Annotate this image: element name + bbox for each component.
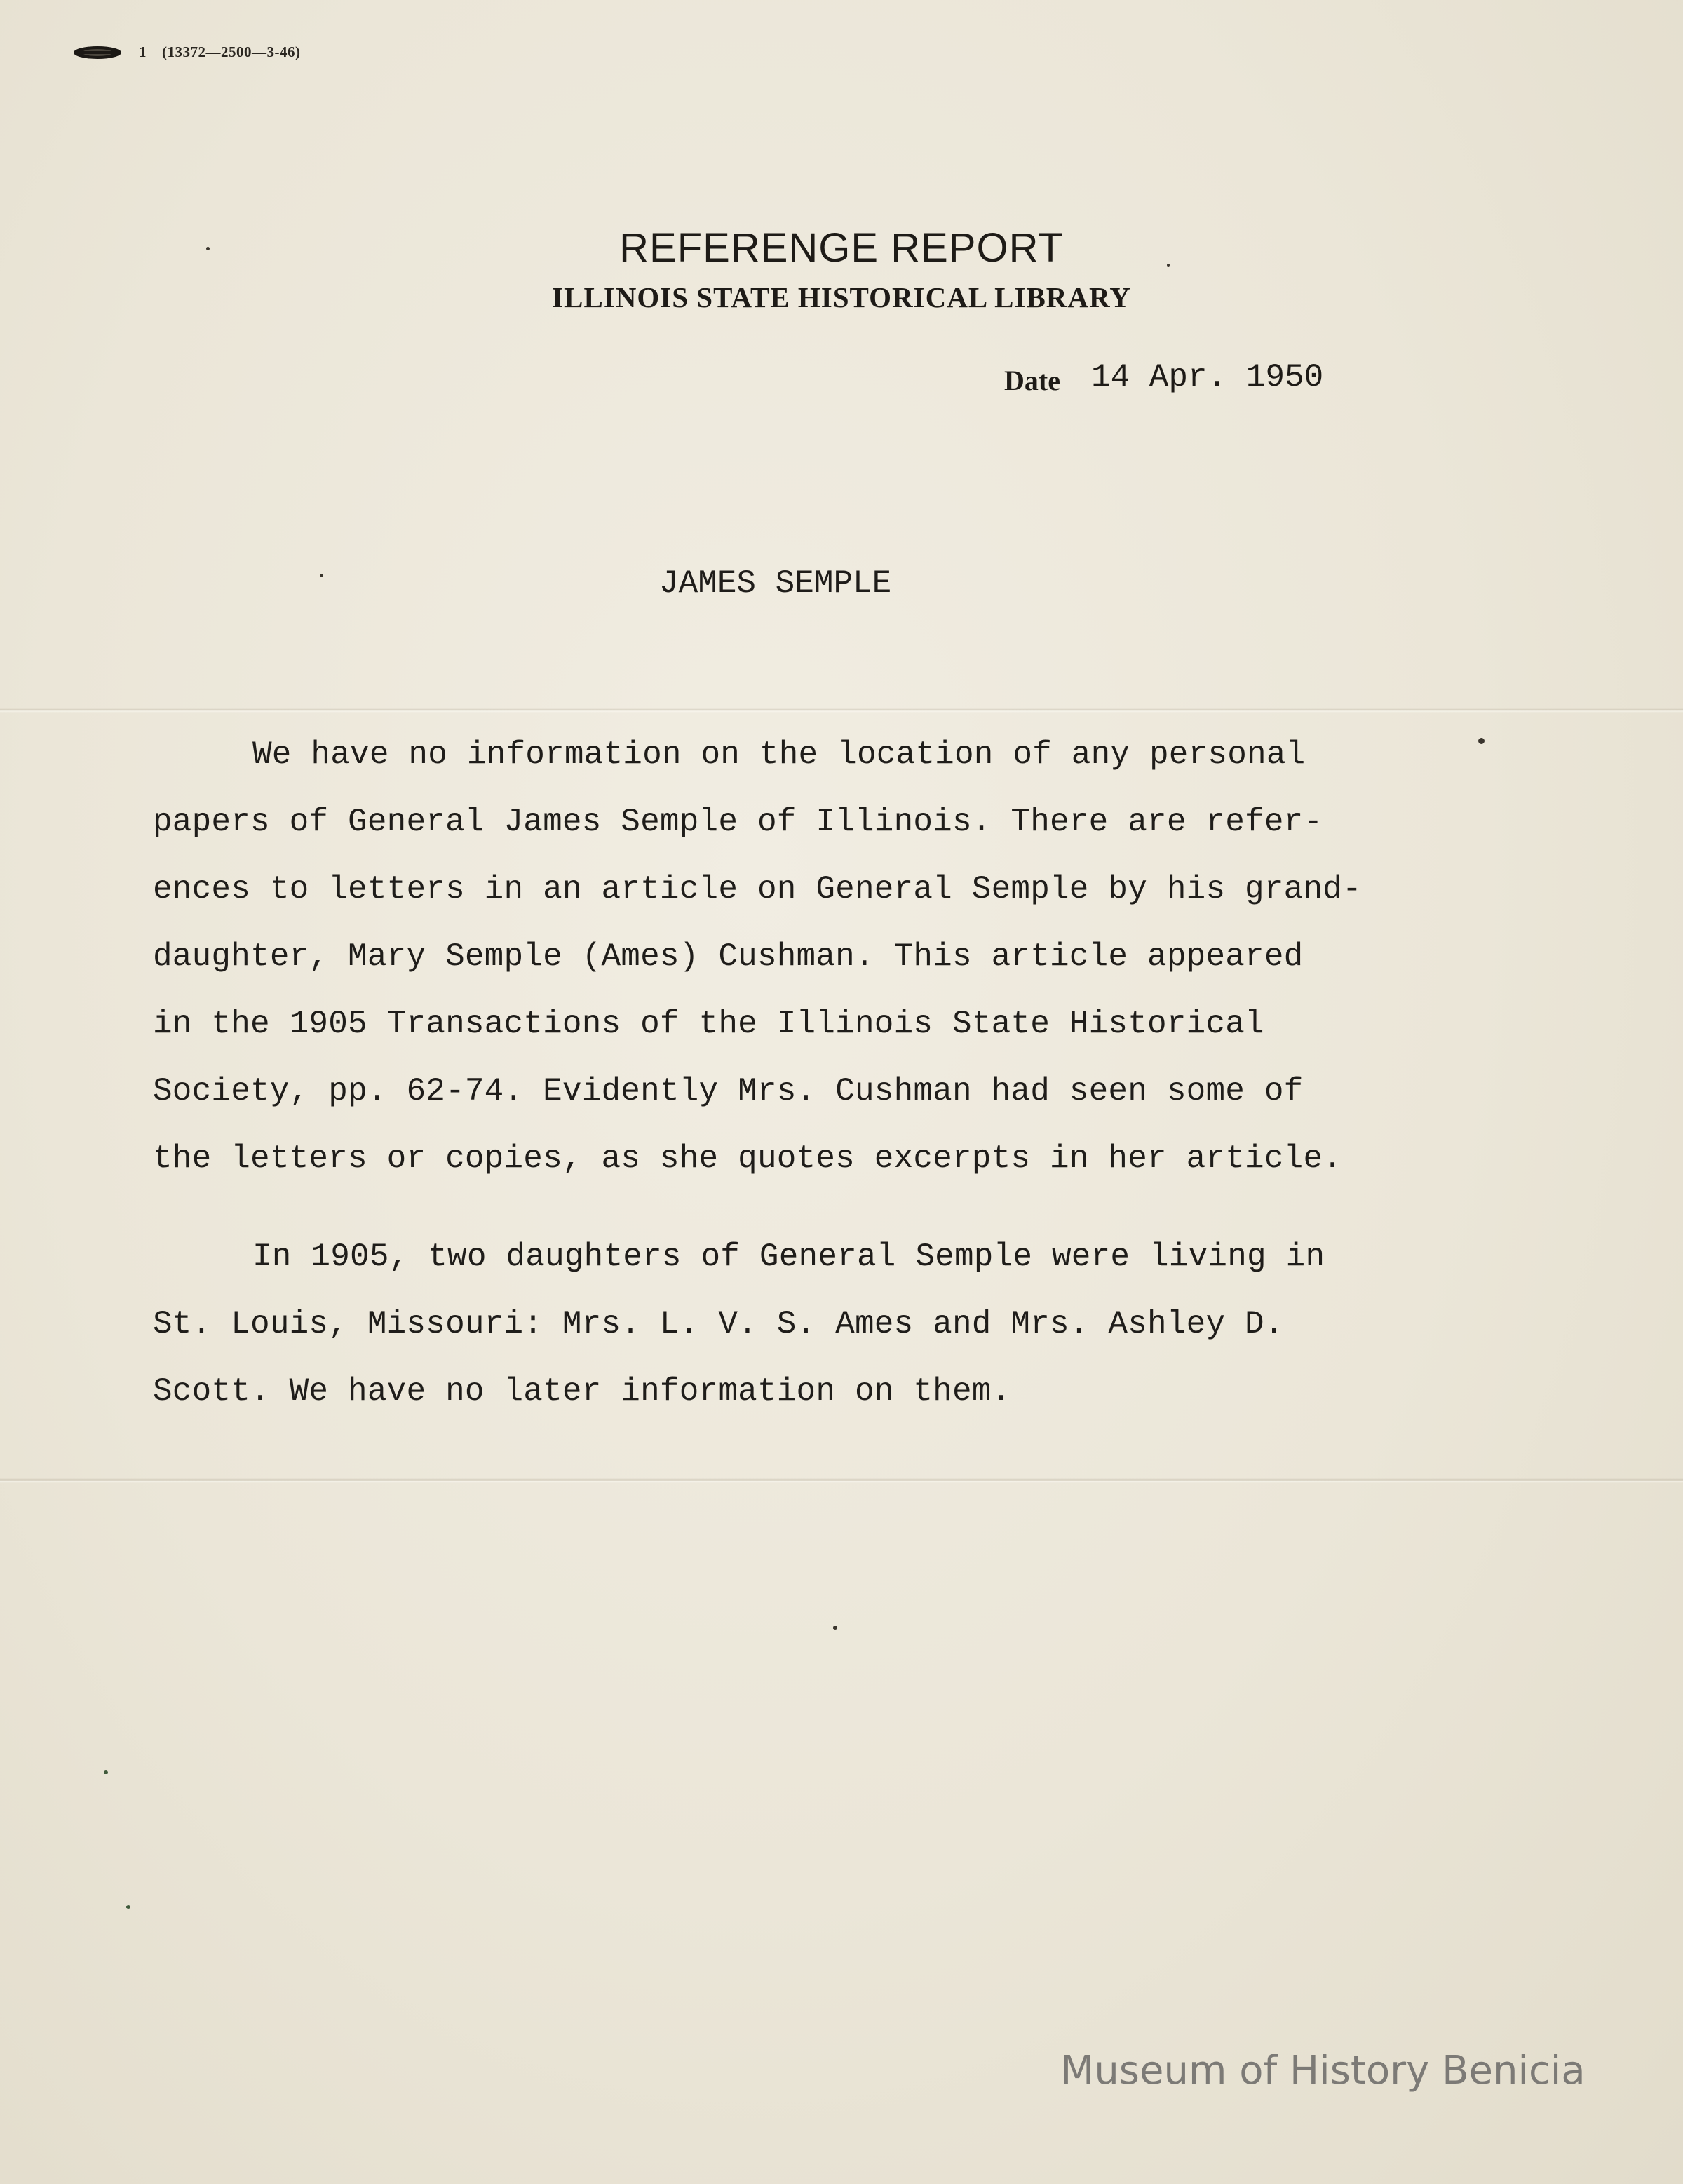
ink-speck (833, 1626, 837, 1630)
seal-icon (73, 44, 122, 61)
ink-speck (104, 1770, 108, 1774)
ink-speck (1478, 738, 1485, 744)
paragraph-line: ences to letters in an article on General Semple by his grand- (153, 871, 1362, 908)
ink-speck (206, 247, 210, 250)
paragraph-line: papers of General James Semple of Illinois. There are refer- (153, 804, 1323, 840)
form-mark (73, 43, 300, 61)
date-value: 14 Apr. 1950 (1090, 359, 1324, 396)
date-line (1004, 359, 1323, 397)
paper-fold-line (0, 708, 1683, 713)
date-label: Date (1004, 365, 1060, 396)
subject-heading: JAMES SEMPLE (659, 565, 892, 602)
ink-speck (320, 574, 323, 577)
paragraph-line: the letters or copies, as she quotes excerpts in her article. (153, 1140, 1343, 1177)
ink-speck (1167, 264, 1170, 267)
museum-watermark: Museum of History Benicia (1060, 2048, 1586, 2094)
paragraph-line: Society, pp. 62-74. Evidently Mrs. Cushman had seen some of (153, 1073, 1304, 1110)
paragraph-line: We have no information on the location of any personal (252, 736, 1306, 773)
form-number: 1 (139, 43, 147, 60)
ink-speck (126, 1905, 130, 1909)
paragraph-line: In 1905, two daughters of General Semple were living in (252, 1239, 1325, 1275)
paper-fold-line (0, 1478, 1683, 1483)
page-title: REFERENGE REPORT (619, 225, 1064, 271)
form-code: (13372—2500—3-46) (162, 43, 301, 60)
paragraph-line: Scott. We have no later information on them. (153, 1373, 1011, 1410)
library-name: ILLINOIS STATE HISTORICAL LIBRARY (552, 281, 1131, 314)
paragraph-line: St. Louis, Missouri: Mrs. L. V. S. Ames and Mrs. Ashley D. (153, 1306, 1284, 1342)
paragraph-line: daughter, Mary Semple (Ames) Cushman. This article appeared (153, 938, 1304, 975)
paragraph-line: in the 1905 Transactions of the Illinois State Historical (153, 1006, 1264, 1042)
